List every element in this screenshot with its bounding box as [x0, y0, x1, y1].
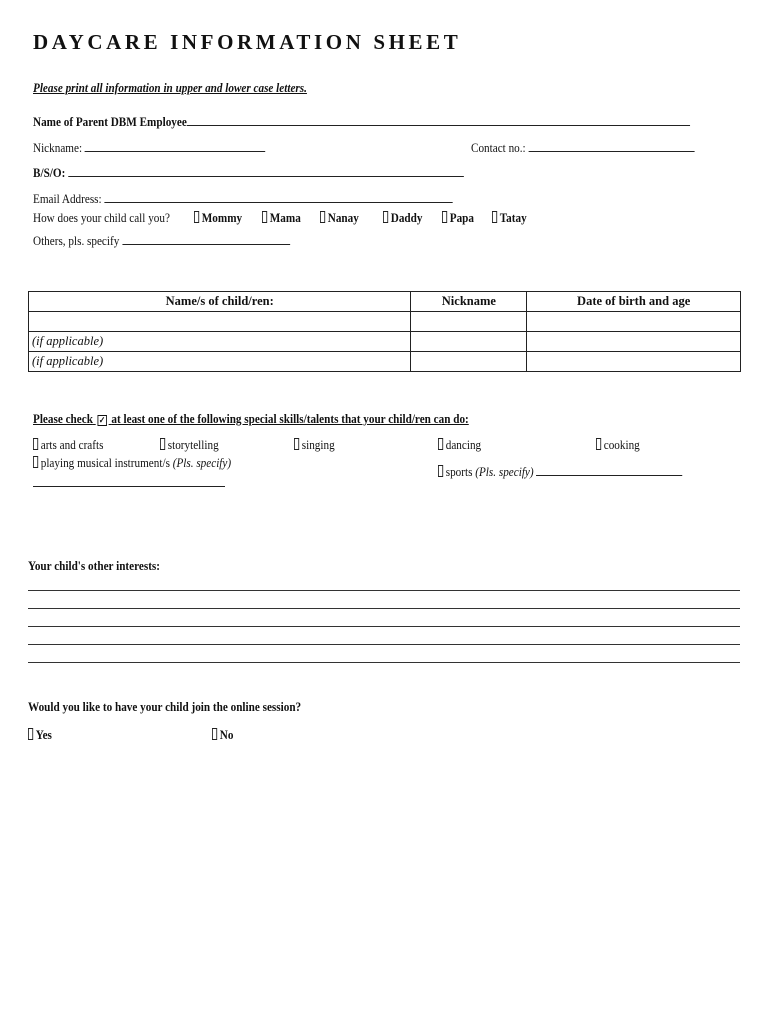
parent-name-label: Name of Parent DBM Employee: [33, 114, 187, 129]
child-name-cell[interactable]: (if applicable): [29, 352, 411, 372]
skill-cooking[interactable]: cooking: [596, 437, 640, 453]
child-dob-cell[interactable]: [527, 312, 741, 332]
table-header: Name/s of child/ren:: [29, 292, 411, 312]
instrument-specify-field[interactable]: [33, 474, 225, 492]
interests-line-2[interactable]: [28, 608, 740, 609]
checkbox-icon: [294, 438, 299, 450]
checkbox-icon: [160, 438, 165, 450]
email-row: [33, 190, 453, 207]
others-label: Others, pls. specify: [33, 233, 120, 248]
skills-prompt: Please check ✓ at least one of the following special skills/talents that your child/ren can do:: [33, 411, 469, 426]
child-nickname-cell[interactable]: [411, 352, 527, 372]
contact-label: Contact no.:: [471, 140, 526, 155]
checkbox-icon: [28, 728, 33, 740]
call-option-tatay[interactable]: Tatay: [492, 210, 527, 226]
bso-label: B/S/O:: [33, 165, 66, 180]
bso-row: [33, 164, 464, 181]
interests-line-4[interactable]: [28, 644, 740, 645]
sports-specify-field[interactable]: [536, 463, 682, 476]
child-name-cell[interactable]: (if applicable): [29, 332, 411, 352]
skill-singing[interactable]: singing: [294, 437, 335, 453]
checkbox-icon: [442, 211, 447, 223]
table-header-row: [29, 292, 741, 312]
table-header: Nickname: [411, 292, 527, 312]
email-label: Email Address:: [33, 191, 102, 206]
instruction-text: Please print all information in upper and lower case letters.: [33, 80, 307, 95]
table-row: [29, 352, 741, 372]
checkmark-icon: ✓: [98, 415, 106, 425]
contact-field[interactable]: [528, 139, 694, 152]
child-nickname-cell[interactable]: [411, 332, 527, 352]
child-name-cell[interactable]: [29, 312, 411, 332]
others-row: [33, 232, 290, 249]
online-no-option[interactable]: No: [212, 727, 233, 743]
nickname-label: Nickname:: [33, 140, 83, 155]
others-field[interactable]: [122, 232, 290, 245]
contact-row: [471, 139, 694, 156]
child-nickname-cell[interactable]: [411, 312, 527, 332]
checkbox-icon: [596, 438, 601, 450]
checkbox-icon: [262, 211, 267, 223]
nickname-row: [33, 139, 265, 156]
checkbox-icon: [438, 438, 443, 450]
call-option-mommy[interactable]: Mommy: [194, 210, 242, 226]
bso-field[interactable]: [68, 164, 464, 177]
table-header: Date of birth and age: [527, 292, 741, 312]
call-option-papa[interactable]: Papa: [442, 210, 474, 226]
skill-musical-instrument[interactable]: playing musical instrument/s (Pls. specify): [33, 455, 231, 471]
interests-label: Your child's other interests:: [28, 558, 160, 573]
interests-line-1[interactable]: [28, 590, 740, 591]
online-yes-option[interactable]: Yes: [28, 727, 52, 743]
nickname-field[interactable]: [85, 139, 266, 152]
skill-dancing[interactable]: dancing: [438, 437, 481, 453]
call-option-mama[interactable]: Mama: [262, 210, 301, 226]
checkbox-icon: [33, 438, 38, 450]
interests-line-3[interactable]: [28, 626, 740, 627]
skill-storytelling[interactable]: storytelling: [160, 437, 219, 453]
checkbox-icon: [212, 728, 217, 740]
table-row: [29, 332, 741, 352]
checkbox-icon: [438, 465, 443, 477]
interests-line-5[interactable]: [28, 662, 740, 663]
checkbox-icon: [194, 211, 199, 223]
child-dob-cell[interactable]: [527, 352, 741, 372]
online-question: Would you like to have your child join the online session?: [28, 699, 302, 714]
checkbox-icon: [492, 211, 497, 223]
child-dob-cell[interactable]: [527, 332, 741, 352]
skill-sports[interactable]: sports (Pls. specify): [438, 463, 683, 480]
call-option-daddy[interactable]: Daddy: [383, 210, 422, 226]
table-row: [29, 312, 741, 332]
parent-name-field[interactable]: [187, 113, 690, 126]
checkbox-icon: [320, 211, 325, 223]
checkbox-icon: [383, 211, 388, 223]
page-title: DAYCARE INFORMATION SHEET: [33, 30, 462, 54]
email-field[interactable]: [104, 190, 452, 203]
parent-name-row: [33, 113, 690, 130]
checkbox-icon: [33, 456, 38, 468]
call-option-nanay[interactable]: Nanay: [320, 210, 359, 226]
skill-arts-crafts[interactable]: arts and crafts: [33, 437, 103, 453]
children-table: [28, 291, 741, 372]
call-question-label: How does your child call you?: [33, 210, 170, 225]
